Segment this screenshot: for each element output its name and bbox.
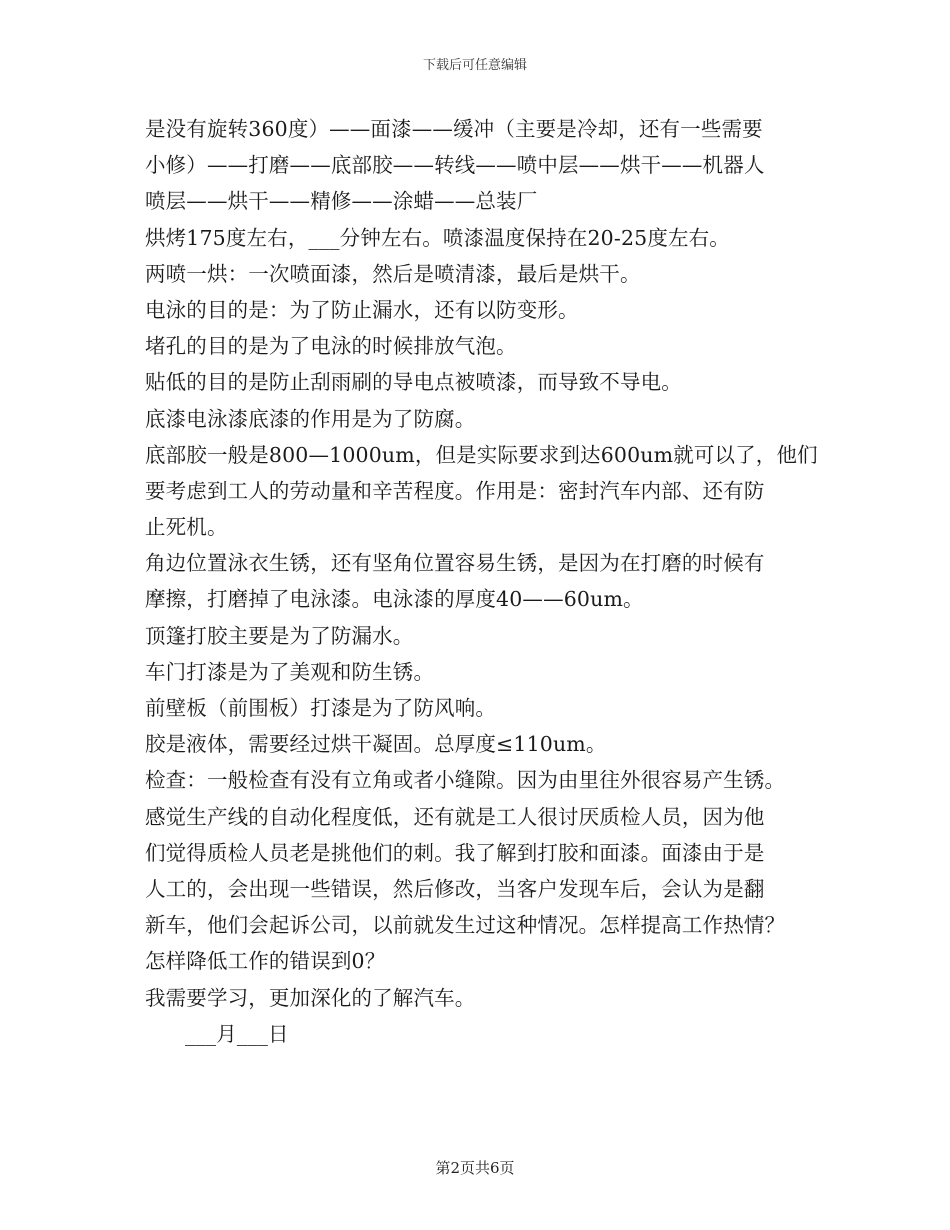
text-line: 贴低的目的是防止刮雨刷的导电点被喷漆，而导致不导电。 [145, 370, 682, 395]
text-line: 们觉得质检人员老是挑他们的刺。我了解到打胶和面漆。面漆由于是 [145, 840, 765, 865]
text-line: 胶是液体，需要经过烘干凝固。总厚度≤110um。 [145, 732, 607, 757]
text-line: 止死机。 [145, 515, 228, 540]
text-line: 喷层——烘干——精修——涂蜡——总装厂 [145, 189, 538, 214]
text-line: 电泳的目的是：为了防止漏水，还有以防变形。 [145, 297, 579, 322]
text-line: 顶篷打胶主要是为了防漏水。 [145, 623, 414, 648]
text-line: 怎样降低工作的错误到0？ [145, 949, 386, 974]
text-line: 堵孔的目的是为了电泳的时候排放气泡。 [145, 334, 517, 359]
text-line: 感觉生产线的自动化程度低，还有就是工人很讨厌质检人员，因为他 [145, 804, 765, 829]
text-line: 人工的，会出现一些错误，然后修改，当客户发现车后，会认为是翻 [145, 876, 765, 901]
date-line: ___月___日 [185, 1021, 289, 1046]
text-line: 底部胶一般是800—1000um，但是实际要求到达600um就可以了，他们 [145, 442, 818, 467]
text-line: 底漆电泳漆底漆的作用是为了防腐。 [145, 406, 476, 431]
text-line: 摩擦，打磨掉了电泳漆。电泳漆的厚度40——60um。 [145, 587, 644, 612]
document-body [145, 111, 817, 1052]
text-line: 车门打漆是为了美观和防生锈。 [145, 659, 435, 684]
text-line: 检查：一般检查有没有立角或者小缝隙。因为由里往外很容易产生锈。 [145, 768, 786, 793]
page-header: 下载后可任意编辑 [422, 58, 527, 73]
text-line: 要考虑到工人的劳动量和辛苦程度。作用是：密封汽车内部、还有防 [145, 478, 765, 503]
text-line: 两喷一烘：一次喷面漆，然后是喷清漆，最后是烘干。 [145, 261, 641, 286]
page-number: 第2页共6页 [435, 1159, 515, 1177]
text-line: 小修）——打磨——底部胶——转线——喷中层——烘干——机器人 [145, 153, 765, 178]
text-line: 是没有旋转360度）——面漆——缓冲（主要是冷却，还有一些需要 [145, 117, 763, 141]
text-line: 新车，他们会起诉公司，以前就发生过这种情况。怎样提高工作热情？ [145, 913, 786, 938]
text-line: 角边位置泳衣生锈，还有坚角位置容易生锈，是因为在打磨的时候有 [145, 551, 765, 576]
text-line: 前壁板（前围板）打漆是为了防风响。 [145, 696, 497, 720]
text-line: 我需要学习，更加深化的了解汽车。 [145, 985, 476, 1010]
text-line: 烘烤175度左右，___分钟左右。喷漆温度保持在20-25度左右。 [145, 225, 730, 250]
